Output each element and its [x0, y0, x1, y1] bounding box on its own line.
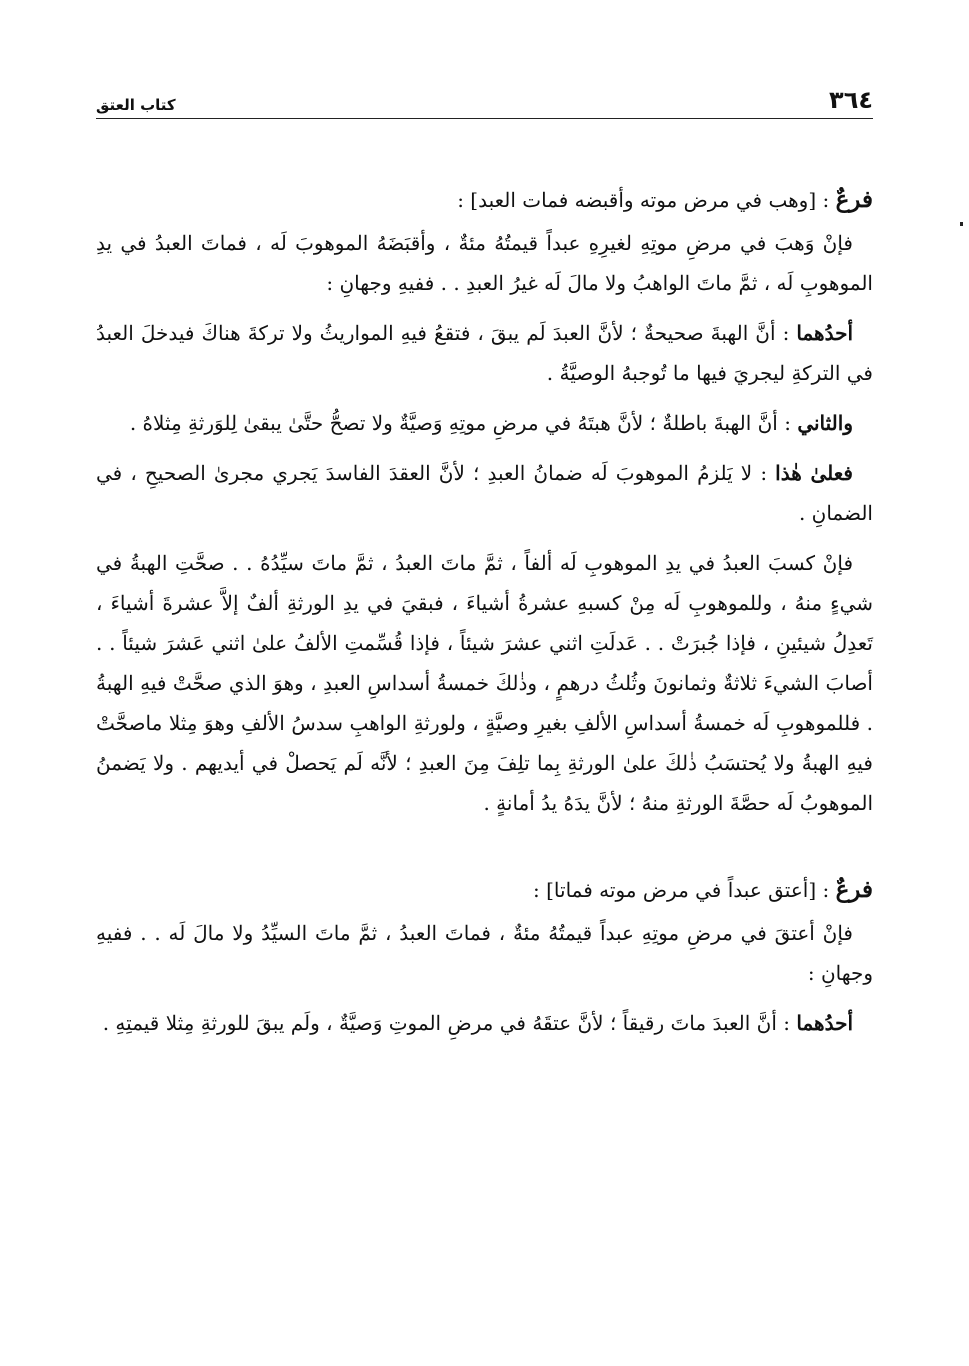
paragraph-lead: والثاني	[797, 411, 853, 435]
page-number: ٣٦٤	[829, 86, 873, 114]
section-spacer	[96, 833, 873, 873]
paragraph-text: : أنَّ الهبةَ باطلةٌ ؛ لأنَّ هبتَهُ في مرضِ موتِهِ وَصيَّةٌ ولا تصحُّ حتَّىٰ يبقىٰ لِلوَرثةِ مِثلاهُ .	[129, 411, 798, 435]
section-heading-manumission	[96, 873, 873, 907]
paragraph	[96, 403, 873, 443]
section-label: فرعٌ	[835, 186, 873, 213]
paragraph	[96, 1003, 873, 1043]
section-label: فرعٌ	[835, 876, 873, 903]
section-heading-gift	[96, 183, 873, 217]
paragraph-text: : لا يَلزمُ الموهوبَ لَه ضمانُ العبدِ ؛ لأنَّ العقدَ الفاسدَ يَجري مجرىٰ الصحيحِ ، في الضمانِ .	[96, 461, 873, 525]
paragraph	[96, 313, 873, 393]
book-title: كتاب العتق	[96, 96, 176, 114]
running-header	[96, 80, 873, 119]
section-title: : [وهب في مرض موته وأقبضه فمات العبد] :	[457, 188, 836, 212]
paragraph-text: : أنَّ الهبةَ صحيحةٌ ؛ لأنَّ العبدَ لَم يبقَ ، فتقعُ فيهِ المواريثُ ولا تركةَ هناكَ فيدخلَ العبدُ في التركةِ ليجريَ فيها ما تُوجبهُ الوصيَّةُ .	[96, 321, 873, 385]
paragraph: فإنْ وَهبَ في مرضِ موتِهِ لغيرِهِ عبداً قيمتُهُ مئةٌ ، وأقبَضَهُ الموهوبَ لَه ، فماتَ العبدُ في يدِ الموهوبِ لَه ، ثمَّ ماتَ الواهبُ ولا مالَ لَه غيرُ العبدِ . . ففيهِ وجهانِ :	[96, 231, 873, 295]
paragraph-lead: أحدُهما	[796, 321, 853, 345]
section-title: : [أعتق عبداً في مرض موته فماتا] :	[533, 878, 836, 902]
paragraph-text: : أنَّ العبدَ ماتَ رقيقاً ؛ لأنَّ عتقَهُ في مرضِ الموتِ وَصيَّةٌ ، ولَم يبقَ للورثةِ مِثلا قيمتِهِ .	[102, 1011, 797, 1035]
book-page	[96, 80, 873, 1326]
paragraph: فإنْ أعتقَ في مرضِ موتِهِ عبداً قيمتُهُ مئةٌ ، فماتَ العبدُ ، ثمَّ ماتَ السيِّدُ ولا مالَ لَه . . ففيهِ وجهانِ :	[96, 921, 873, 985]
paragraph	[96, 453, 873, 533]
paragraph: فإنْ كسبَ العبدُ في يدِ الموهوبِ لَه ألفاً ، ثمَّ ماتَ العبدُ ، ثمَّ ماتَ سيِّدُهُ . . صحَّتِ الهبةُ في شيءٍ منهُ ، وللموهوبِ لَه مِنْ كسبهِ عشرةُ أشياءَ ، فبقيَ في يدِ الورثةِ ألفٌ إلاَّ عشرةَ أشياءَ ، تَعدِلُ شيئينِ ، فإذا جُبرَتْ . . عَدلَتِ اثني عشرَ شيئاً ، فإذا قُسِّمتِ الألفُ علىٰ اثني عَشرَ شيئاً . . أصابَ الشيءَ ثلاثةٌ وثمانونَ وثُلثُ درهمٍ ، وذٰلكَ خمسةُ أسداسِ العبدِ ، وهوَ الذي صحَّتْ فيهِ الهبةُ . فللموهوبِ لَه خمسةُ أسداسِ الألفِ بغيرِ وصيَّةٍ ، ولورثةِ الواهبِ سدسُ الألفِ وهوَ مِثلا ماصحَّتْ فيهِ الهبةُ ولا يُحتسَبُ ذٰلكَ علىٰ الورثةِ بِما تلِفَ مِنَ العبدِ ؛ لأنَّه لَم يَحصلْ في أيديهم . ولا يَضمنُ الموهوبُ لَه حصَّةَ الورثةِ منهُ ؛ لأنَّ يدَهُ يدُ أمانةٍ .	[96, 551, 873, 815]
page-content	[96, 183, 873, 1043]
paragraph-lead: أحدُهما	[796, 1011, 853, 1035]
paragraph-lead: فعلىٰ هٰذا	[775, 461, 853, 485]
stray-mark	[960, 222, 963, 226]
